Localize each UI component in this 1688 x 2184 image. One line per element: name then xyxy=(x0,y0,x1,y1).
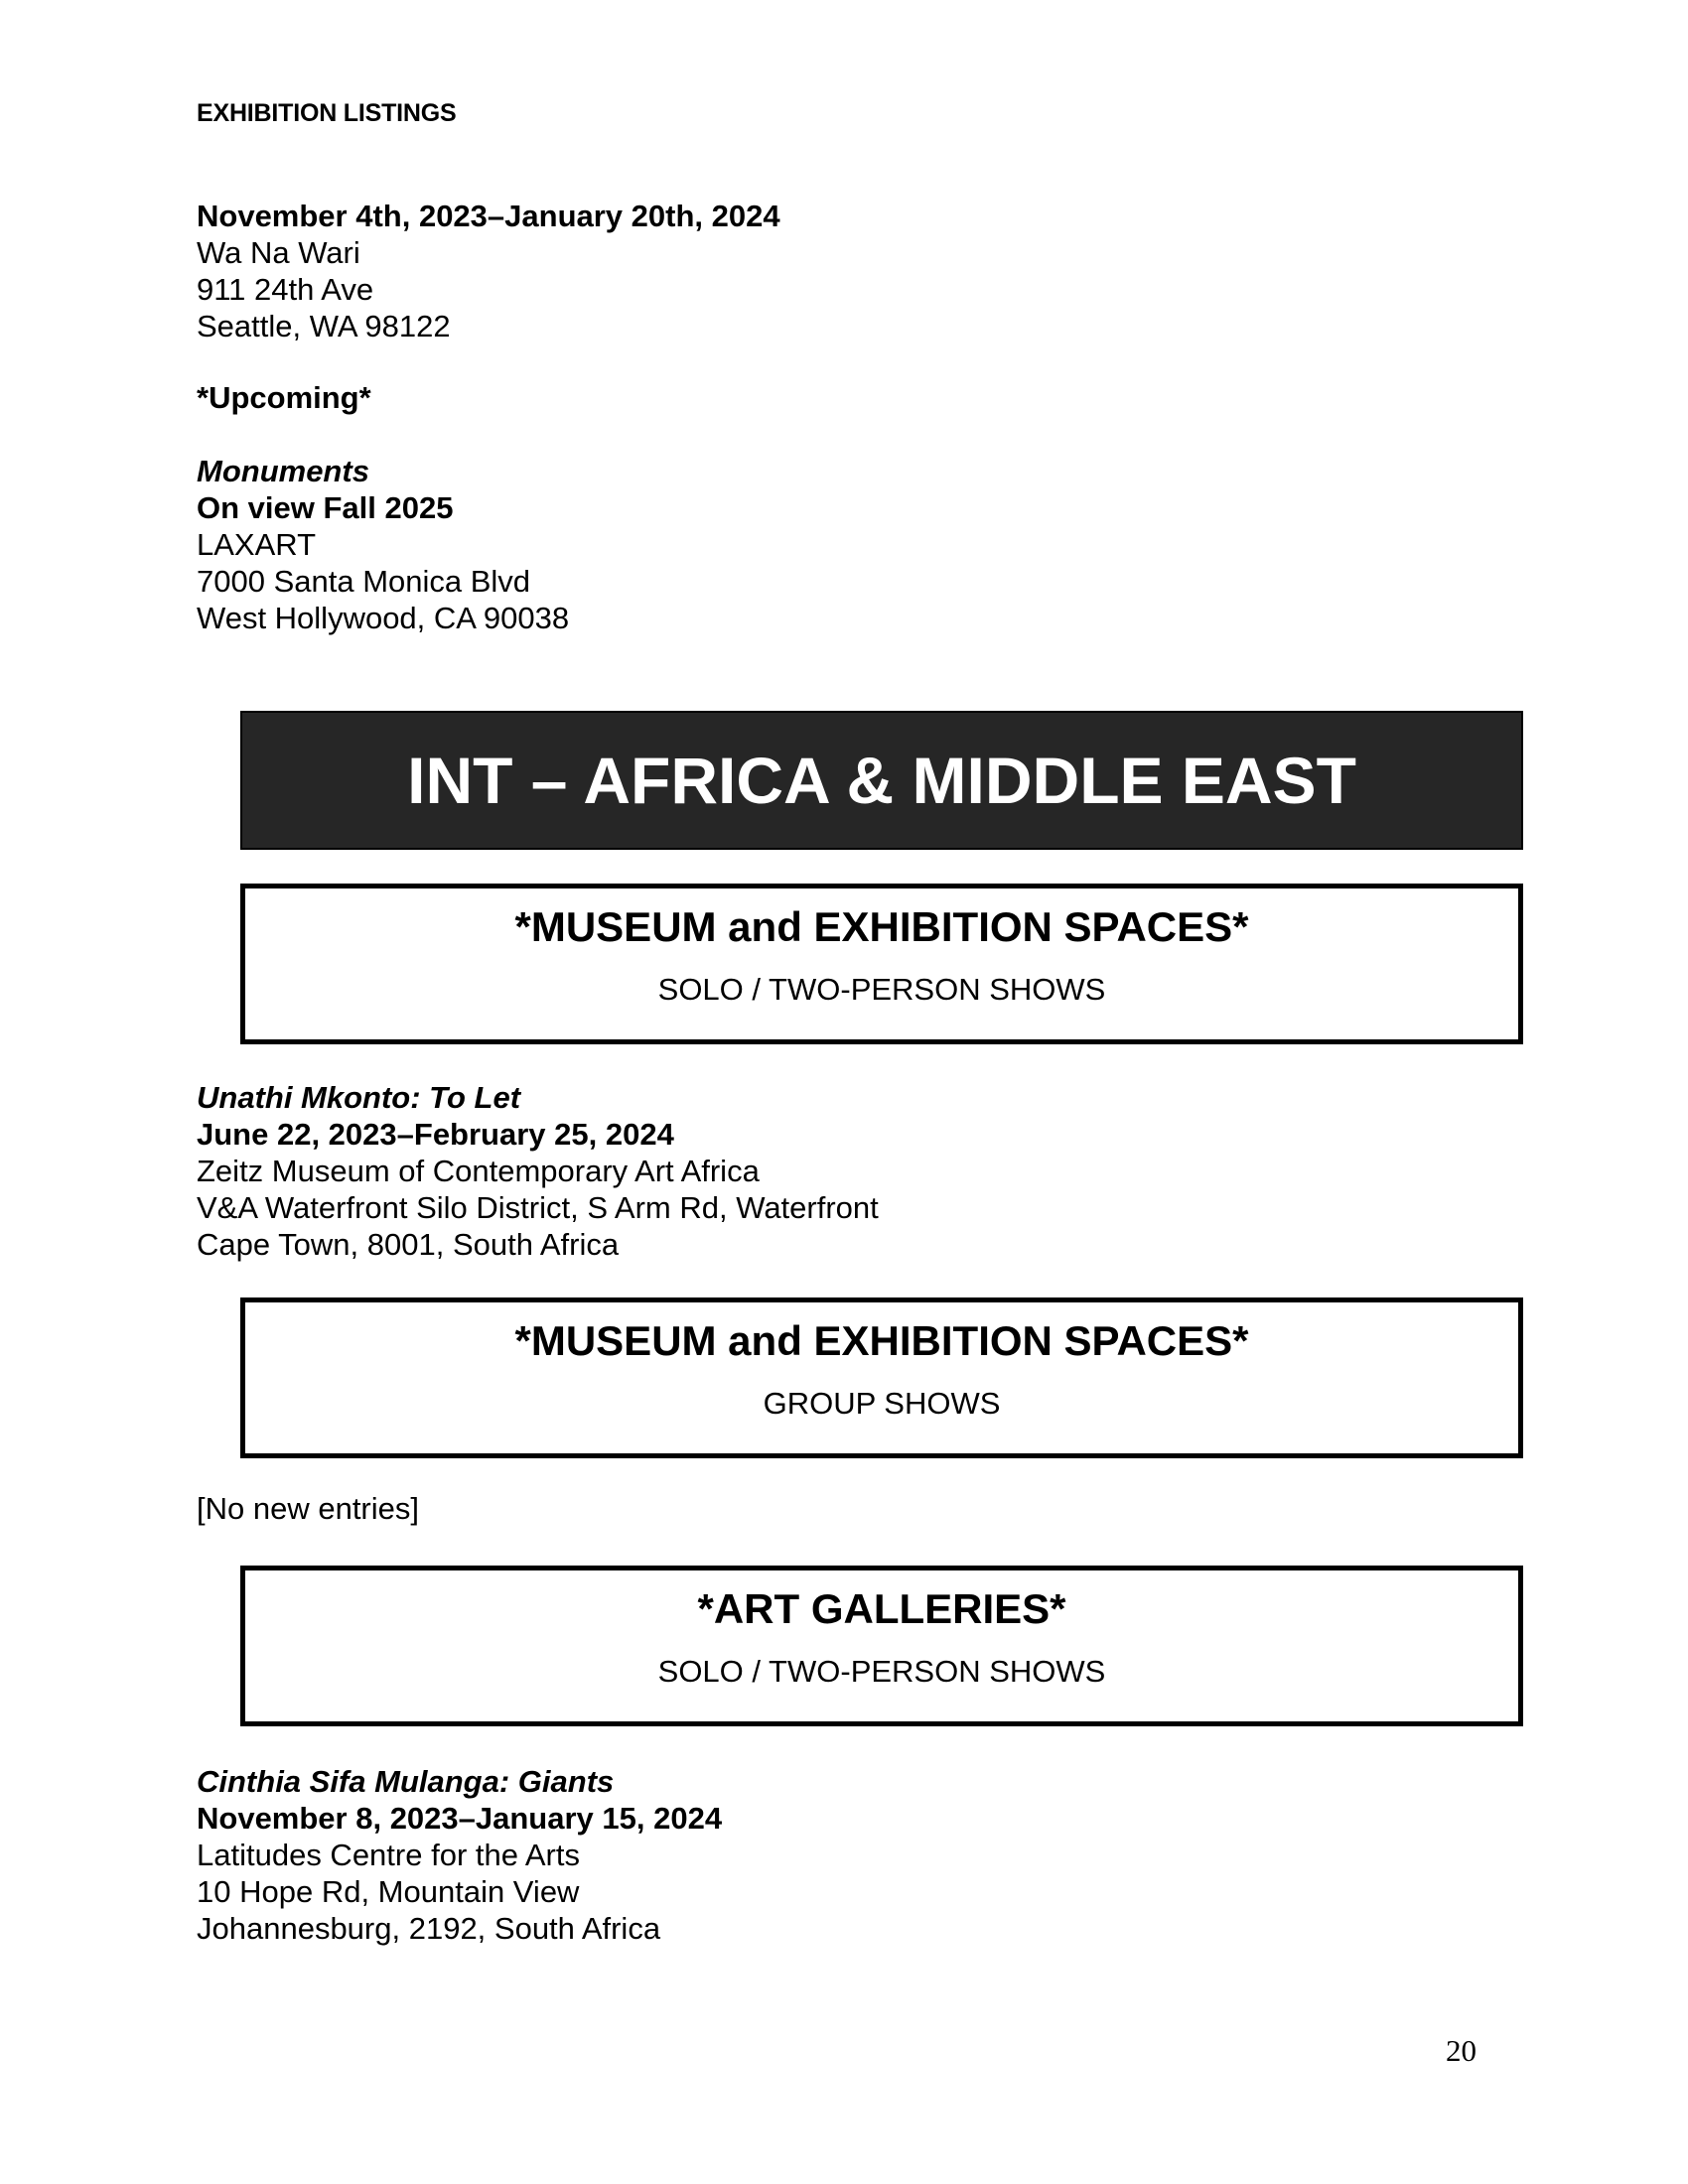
listing-address-line: 911 24th Ave xyxy=(197,272,374,307)
listing-venue: Wa Na Wari xyxy=(197,235,360,270)
listing-venue: Zeitz Museum of Contemporary Art Africa xyxy=(197,1154,760,1188)
running-header: EXHIBITION LISTINGS xyxy=(197,99,457,127)
listing-dates: November 4th, 2023–January 20th, 2024 xyxy=(197,199,780,233)
section-subtitle: GROUP SHOWS xyxy=(763,1386,1001,1421)
listing-mulanga xyxy=(197,1763,722,1947)
listing-address-line: V&A Waterfront Silo District, S Arm Rd, Waterfront xyxy=(197,1190,879,1225)
no-entries-note: [No new entries] xyxy=(197,1491,419,1526)
listing-wa-na-wari xyxy=(197,198,780,344)
listing-address-line: West Hollywood, CA 90038 xyxy=(197,601,570,635)
listing-venue: Latitudes Centre for the Arts xyxy=(197,1838,580,1872)
listing-monuments xyxy=(197,453,569,636)
section-subtitle: SOLO / TWO-PERSON SHOWS xyxy=(657,1654,1106,1689)
section-header-museum-group xyxy=(240,1297,1523,1458)
listing-dates: On view Fall 2025 xyxy=(197,490,454,525)
listing-address-line: Seattle, WA 98122 xyxy=(197,309,451,343)
listing-mkonto xyxy=(197,1079,879,1263)
listing-address-line: Johannesburg, 2192, South Africa xyxy=(197,1911,661,1946)
region-banner: INT – AFRICA & MIDDLE EAST xyxy=(240,711,1523,850)
section-title: *MUSEUM and EXHIBITION SPACES* xyxy=(514,903,1249,950)
section-title: *ART GALLERIES* xyxy=(697,1585,1066,1632)
upcoming-label: *Upcoming* xyxy=(197,380,371,415)
page-number: 20 xyxy=(1446,2033,1477,2068)
listing-dates: June 22, 2023–February 25, 2024 xyxy=(197,1117,674,1152)
section-subtitle: SOLO / TWO-PERSON SHOWS xyxy=(657,972,1106,1007)
section-title: *MUSEUM and EXHIBITION SPACES* xyxy=(514,1317,1249,1364)
listing-venue: LAXART xyxy=(197,527,317,562)
listing-title: Unathi Mkonto: To Let xyxy=(197,1080,521,1115)
listing-address-line: Cape Town, 8001, South Africa xyxy=(197,1227,620,1262)
listing-address-line: 7000 Santa Monica Blvd xyxy=(197,564,531,599)
section-header-galleries-solo xyxy=(240,1566,1523,1726)
listing-title: Monuments xyxy=(197,454,369,488)
listing-title: Cinthia Sifa Mulanga: Giants xyxy=(197,1764,615,1799)
listing-dates: November 8, 2023–January 15, 2024 xyxy=(197,1801,723,1836)
section-header-museum-solo xyxy=(240,884,1523,1044)
listing-address-line: 10 Hope Rd, Mountain View xyxy=(197,1874,580,1909)
